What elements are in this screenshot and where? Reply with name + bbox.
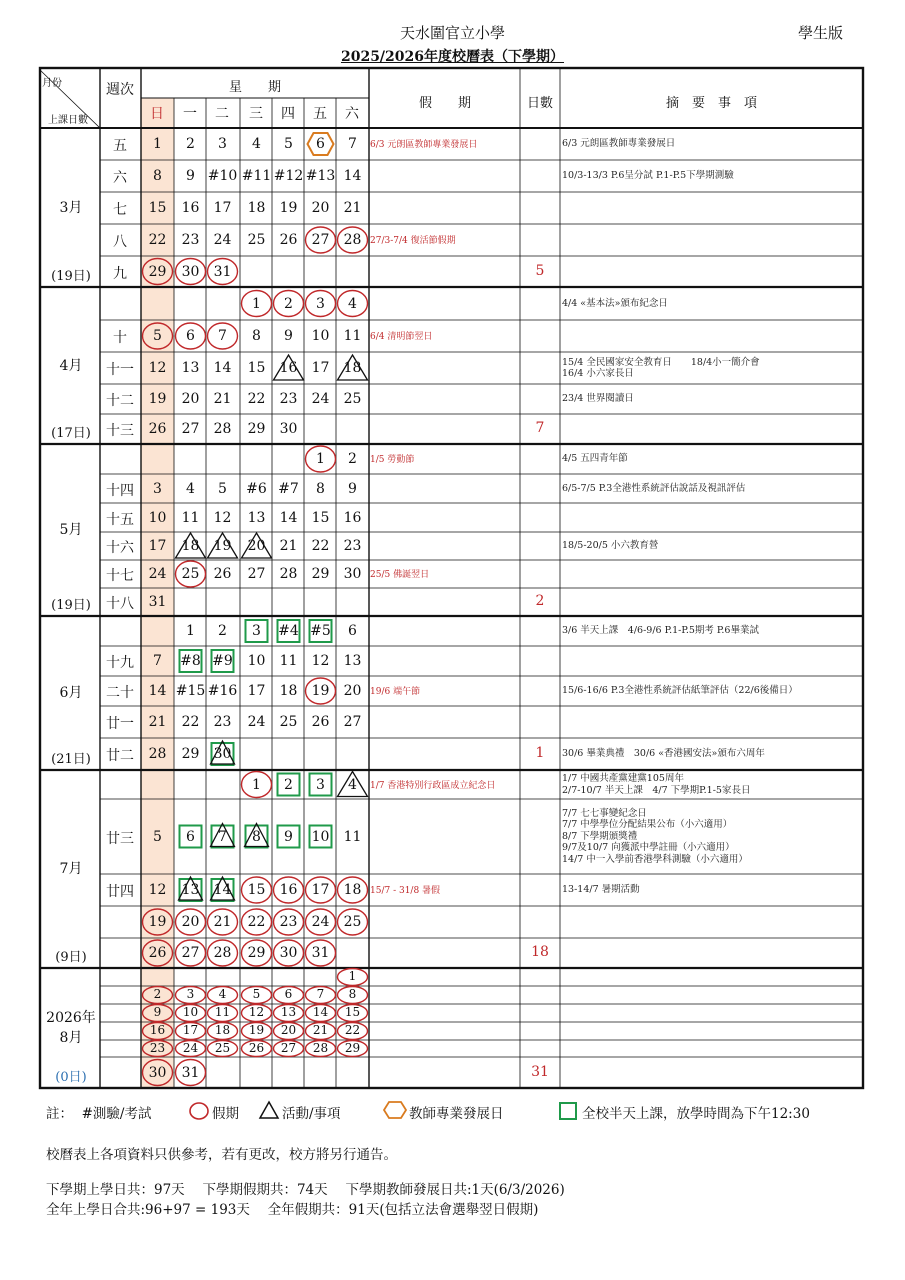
- calendar-day: 29: [247, 421, 266, 437]
- calendar-day: 26: [311, 714, 330, 730]
- calendar-day: 7: [316, 987, 325, 1001]
- week-number: 十八: [106, 596, 134, 612]
- calendar-day: 14: [312, 1005, 329, 1019]
- calendar-day: 5: [252, 987, 261, 1001]
- calendar-day: 21: [343, 200, 362, 216]
- calendar-day: 18: [214, 1023, 231, 1037]
- calendar-day: 12: [148, 360, 167, 376]
- calendar-day: 10: [311, 828, 330, 845]
- month-label: 7月: [59, 861, 83, 877]
- calendar-day: 22: [247, 391, 266, 407]
- calendar-day: 18: [343, 360, 362, 376]
- holiday-note: 15/7 - 31/8 暑假: [370, 886, 441, 896]
- calendar-day: 28: [279, 566, 298, 582]
- calendar-day: 3: [186, 987, 195, 1001]
- event-item: 23/4 世界閱讀日: [562, 393, 634, 405]
- calendar-day: 22: [148, 232, 167, 248]
- month-school-days: (19日): [51, 269, 91, 284]
- calendar-day: 19: [279, 200, 298, 216]
- calendar-day: #4: [278, 623, 299, 639]
- calendar-day: 15: [311, 509, 330, 526]
- legend-activity: 活動/事項: [282, 1106, 341, 1122]
- event-item: 4/4 «基本法»頒布紀念日: [562, 297, 668, 309]
- calendar-day: 13: [280, 1005, 297, 1019]
- calendar-day: 2: [186, 136, 195, 152]
- event-item: 3/6 半天上課 4/6-9/6 P.1-P.5期考 P.6畢業試: [562, 625, 759, 637]
- event-item: 2/7-10/7 半天上課 4/7 下學期P.1-5家長日: [562, 784, 751, 796]
- event-item: 9/7及10/7 向獲派中學註冊（小六適用）: [562, 842, 735, 854]
- legend-circle-icon: [188, 1101, 210, 1121]
- calendar-day: 6: [316, 136, 325, 152]
- calendar-day: 29: [181, 746, 200, 762]
- week-number: 八: [113, 234, 127, 250]
- calendar-day: 18: [181, 538, 200, 554]
- event-item: 15/6-16/6 P.3全港性系統評估紙筆評估（22/6後備日）: [562, 685, 798, 697]
- event-item: 6/3 元朗區教師專業發展日: [562, 138, 676, 150]
- calendar-day: 27: [181, 945, 200, 961]
- calendar-day: 6: [186, 828, 195, 845]
- calendar-day: 21: [279, 538, 298, 554]
- calendar-day: 15: [247, 360, 266, 376]
- calendar-day: 24: [182, 1040, 199, 1055]
- week-number: 十六: [106, 540, 134, 556]
- week-number: 十三: [106, 423, 134, 439]
- calendar-day: 14: [279, 509, 298, 526]
- school-name: 天水圍官立小學: [399, 24, 505, 42]
- calendar-day: 17: [247, 683, 266, 699]
- calendar-day: 4: [218, 987, 227, 1001]
- calendar-day: 12: [311, 653, 330, 669]
- term-summary: 下學期上學日共：97天 下學期假期共：74天 下學期教師發展日共:1天(6/3/2026): [46, 1182, 565, 1198]
- weekday-header: 二: [215, 106, 229, 122]
- event-item: 16/4 小六家長日: [562, 368, 634, 379]
- holiday-note: 25/5 佛誕翌日: [370, 570, 430, 580]
- calendar-day: 21: [312, 1023, 329, 1037]
- calendar-day: 25: [343, 391, 362, 407]
- week-number: 十一: [106, 362, 134, 378]
- calendar-day: #10: [207, 168, 238, 184]
- calendar-day: 24: [247, 714, 266, 730]
- legend-staff-day: 教師專業發展日: [409, 1106, 504, 1122]
- week-number: 十二: [106, 393, 134, 409]
- event-item: 1/7 中國共產黨建黨105周年: [562, 773, 684, 784]
- event-item: 30/6 畢業典禮 30/6 «香港國安法»頒布六周年: [562, 748, 765, 760]
- calendar-day: 1: [316, 451, 325, 467]
- calendar-day: 18: [343, 882, 362, 898]
- calendar-day: 28: [343, 232, 362, 248]
- calendar-day: 31: [213, 263, 232, 280]
- calendar-day: 21: [213, 391, 232, 407]
- calendar-day: 2: [218, 623, 227, 639]
- calendar-day: 10: [247, 653, 266, 669]
- calendar-day: 16: [181, 200, 200, 216]
- calendar-day: 11: [279, 653, 298, 669]
- event-item: 13-14/7 暑期活動: [562, 884, 640, 896]
- calendar-day: 27: [181, 421, 200, 437]
- calendar-day: 31: [181, 1064, 200, 1081]
- holiday-note: 6/3 元朗區教師專業發展日: [370, 140, 478, 150]
- calendar-day: 2: [153, 987, 162, 1001]
- calendar-day: 16: [279, 882, 298, 898]
- calendar-day: 23: [213, 714, 232, 730]
- calendar-day: 24: [311, 914, 330, 930]
- week-number: 廿二: [106, 748, 134, 764]
- calendar-day: 20: [311, 200, 330, 216]
- calendar-day: 17: [213, 200, 232, 216]
- week-number: 六: [113, 170, 127, 186]
- calendar-day: 28: [213, 945, 232, 961]
- calendar-day: #8: [180, 653, 201, 669]
- event-item: 4/5 五四青年節: [562, 453, 628, 465]
- event-item: 7/7 中學學位分配結果公布（小六適用）: [562, 819, 733, 831]
- calendar-day: 20: [181, 391, 200, 407]
- calendar-day: 7: [153, 653, 162, 669]
- holiday-note: 6/4 清明節翌日: [370, 332, 433, 342]
- calendar-day: 20: [280, 1023, 297, 1037]
- calendar-day: 10: [148, 509, 167, 526]
- weekday-header: 一: [183, 106, 197, 122]
- calendar-day: 9: [284, 828, 293, 845]
- calendar-day: 11: [343, 828, 362, 845]
- calendar-day: 3: [252, 623, 261, 639]
- calendar-day: 16: [149, 1023, 166, 1037]
- calendar-day: 14: [213, 882, 232, 898]
- calendar-day: 26: [248, 1040, 265, 1055]
- month-school-days: (0日): [55, 1070, 87, 1085]
- event-item: 7/7 七七事變紀念日: [562, 807, 647, 819]
- calendar-day: 6: [186, 328, 195, 344]
- calendar-day: 11: [181, 509, 200, 526]
- calendar-day: 1: [348, 969, 357, 983]
- week-number: 九: [113, 265, 127, 282]
- year-summary: 全年上學日合共:96+97 = 193天 全年假期共：91天(包括立法會選舉翌日假期): [46, 1202, 539, 1218]
- calendar-day: 2: [348, 451, 357, 467]
- calendar-day: 23: [181, 232, 200, 248]
- calendar-day: 19: [148, 391, 167, 407]
- event-item: 6/5-7/5 P.3全港性系統評估說話及視訊評估: [562, 482, 746, 494]
- event-item: 8/7 下學期頒獎禮: [562, 830, 638, 842]
- holiday-note: 19/6 端午節: [370, 687, 421, 697]
- calendar-day: 25: [279, 714, 298, 730]
- calendar-day: 26: [279, 232, 298, 248]
- calendar-day: 9: [186, 168, 195, 184]
- calendar-day: 11: [214, 1005, 231, 1019]
- calendar-day: 28: [312, 1040, 329, 1055]
- calendar-day: 19: [311, 683, 330, 699]
- holiday-note: 1/5 勞動節: [370, 455, 415, 465]
- calendar-day: 22: [311, 538, 330, 554]
- calendar-day: 9: [348, 480, 357, 497]
- calendar-day: 9: [284, 328, 293, 344]
- calendar-day: 7: [218, 828, 227, 845]
- calendar-day: 17: [311, 882, 330, 898]
- calendar-day: #9: [212, 653, 233, 669]
- calendar-day: 25: [214, 1040, 231, 1055]
- calendar-day: 31: [311, 945, 330, 961]
- calendar-day: 30: [148, 1064, 167, 1081]
- calendar-day: 6: [284, 987, 293, 1001]
- calendar-day: 5: [218, 480, 227, 497]
- event-item: 10/3-13/3 P.6呈分試 P.1-P.5下學期測驗: [562, 170, 734, 182]
- calendar-day: 14: [213, 360, 232, 376]
- calendar-day: 13: [343, 653, 362, 669]
- calendar-day: 23: [343, 538, 362, 554]
- calendar-day: 24: [148, 566, 167, 582]
- calendar-day: 27: [311, 232, 330, 248]
- calendar-day: 3: [316, 776, 325, 793]
- holiday-col-label: 假 期: [418, 96, 471, 111]
- calendar-day: 30: [213, 746, 232, 762]
- calendar-day: #12: [273, 168, 304, 184]
- events-col-label: 摘 要 事 項: [665, 96, 757, 111]
- calendar-day: 22: [181, 714, 200, 730]
- calendar-day: 25: [181, 566, 200, 582]
- weekday-header: 六: [345, 106, 359, 122]
- calendar-day: 15: [344, 1005, 361, 1019]
- calendar-day: 8: [348, 987, 357, 1001]
- count-col-label: 日數: [526, 96, 553, 111]
- week-number: 二十: [106, 685, 134, 701]
- calendar-day: 5: [153, 828, 162, 845]
- week-number: 廿四: [106, 884, 134, 900]
- week-number: 十九: [106, 655, 134, 671]
- calendar-day: #16: [207, 683, 238, 699]
- calendar-day: 14: [148, 683, 167, 699]
- week-number: 七: [113, 202, 127, 218]
- version-label: 學生版: [798, 24, 844, 42]
- calendar-day: #5: [310, 623, 331, 639]
- weekday-header: 四: [281, 106, 295, 122]
- calendar-day: 31: [148, 594, 167, 610]
- week-number: 十五: [106, 511, 134, 528]
- calendar-day: 17: [148, 538, 167, 554]
- calendar-day: #15: [175, 683, 206, 699]
- calendar-day: 17: [311, 360, 330, 376]
- legend-hexagon-icon: [383, 1100, 407, 1120]
- month-school-days: (17日): [51, 426, 91, 441]
- days-col-label: 上課日數: [48, 115, 88, 126]
- calendar-day: 20: [181, 914, 200, 930]
- calendar-day: 1: [252, 295, 261, 312]
- calendar-day: 12: [248, 1005, 265, 1019]
- month-school-days: (9日): [55, 950, 87, 965]
- calendar-day: 23: [279, 391, 298, 407]
- calendar-day: 3: [218, 136, 227, 152]
- calendar-day: 13: [181, 360, 200, 376]
- calendar-day: 26: [148, 421, 167, 437]
- calendar-day: 23: [279, 914, 298, 930]
- calendar-day: 10: [182, 1005, 199, 1019]
- calendar-day: 24: [311, 391, 330, 407]
- week-number: 十: [113, 330, 127, 346]
- calendar-day: 28: [148, 746, 167, 762]
- calendar-day: 28: [213, 421, 232, 437]
- event-item: 18/5-20/5 小六教育營: [562, 540, 659, 552]
- calendar-day: 2: [284, 776, 293, 793]
- calendar-day: 1: [153, 136, 162, 152]
- calendar-day: 1: [252, 776, 261, 793]
- calendar-day: 8: [252, 328, 261, 344]
- calendar-day: 12: [213, 509, 232, 526]
- legend-triangle-icon: [258, 1100, 280, 1120]
- holiday-note: 1/7 香港特別行政區成立紀念日: [370, 780, 496, 791]
- calendar-day: 13: [247, 509, 266, 526]
- calendar-day: 21: [148, 714, 167, 730]
- calendar-day: 10: [311, 328, 330, 344]
- calendar-day: 7: [348, 136, 357, 152]
- calendar-day: 8: [316, 480, 325, 497]
- calendar-day: 30: [181, 263, 200, 280]
- month-label: 6月: [59, 685, 83, 701]
- calendar-day: 29: [148, 263, 167, 280]
- weekday-header: 三: [249, 106, 263, 122]
- calendar-day: 20: [343, 683, 362, 699]
- calendar-day: 19: [213, 538, 232, 554]
- calendar-day: 16: [343, 509, 362, 526]
- calendar-day: 23: [149, 1040, 166, 1055]
- calendar-day: 29: [344, 1040, 361, 1055]
- week-col-label: 週次: [106, 82, 134, 98]
- calendar-day: 17: [182, 1023, 199, 1037]
- calendar-day: 26: [148, 945, 167, 961]
- calendar-day: 19: [248, 1023, 265, 1037]
- calendar-day: 8: [153, 168, 162, 184]
- calendar-day: 29: [311, 566, 330, 582]
- month-label: 3月: [59, 199, 83, 216]
- calendar-day: 8: [252, 828, 261, 845]
- week-number: 廿一: [106, 716, 134, 732]
- month-school-days: (21日): [51, 752, 91, 767]
- calendar-day: 26: [213, 566, 232, 582]
- week-number: 廿三: [106, 830, 134, 847]
- calendar-title: 2025/2026年度校曆表（下學期）: [340, 49, 565, 65]
- month-label: 2026年 8月: [46, 1010, 96, 1046]
- week-number: 五: [113, 138, 127, 154]
- holiday-day-count: 7: [535, 420, 545, 436]
- calendar-day: 16: [279, 360, 298, 376]
- calendar-day: 3: [316, 295, 325, 312]
- calendar-day: 24: [213, 232, 232, 248]
- calendar-day: 4: [252, 136, 261, 152]
- calendar-day: 19: [148, 914, 167, 930]
- calendar-day: 7: [218, 328, 227, 344]
- month-col-label: 月份: [42, 78, 62, 89]
- week-number: 十四: [106, 482, 134, 499]
- calendar-day: 27: [343, 714, 362, 730]
- legend-half-day: 全校半天上課，放學時間為下午12:30: [582, 1106, 810, 1122]
- calendar-day: 4: [186, 480, 195, 497]
- calendar-day: 30: [279, 945, 298, 961]
- calendar-day: 18: [279, 683, 298, 699]
- holiday-day-count: 2: [535, 593, 545, 609]
- calendar-day: 13: [181, 882, 200, 898]
- calendar-day: 15: [247, 882, 266, 898]
- month-label: 5月: [59, 522, 83, 538]
- holiday-day-count: 18: [531, 944, 549, 960]
- calendar-day: 30: [279, 421, 298, 437]
- weekday-title: 星 期: [228, 80, 281, 95]
- calendar-day: 9: [153, 1005, 162, 1019]
- legend-holiday: 假期: [212, 1106, 239, 1122]
- week-number: 十七: [106, 568, 134, 584]
- holiday-day-count: 31: [531, 1063, 549, 1080]
- calendar-day: 2: [284, 295, 293, 312]
- legend-square-icon: [558, 1101, 578, 1121]
- calendar-day: 25: [247, 232, 266, 248]
- holiday-day-count: 5: [535, 262, 545, 279]
- month-school-days: (19日): [51, 598, 91, 613]
- calendar-day: 11: [343, 328, 362, 344]
- month-label: 4月: [59, 357, 83, 374]
- calendar-day: 21: [213, 914, 232, 930]
- calendar-day: 6: [348, 623, 357, 639]
- calendar-day: 4: [348, 295, 357, 312]
- calendar-day: 14: [343, 168, 362, 184]
- calendar-day: 20: [247, 538, 266, 554]
- holiday-note: 27/3-7/4 復活節假期: [370, 236, 456, 246]
- calendar-day: #7: [278, 480, 299, 497]
- calendar-day: 12: [148, 882, 167, 898]
- holiday-day-count: 1: [535, 745, 545, 761]
- calendar-day: 30: [343, 566, 362, 582]
- calendar-day: 27: [280, 1040, 297, 1055]
- calendar-day: 4: [348, 776, 357, 793]
- calendar-day: #11: [241, 168, 272, 184]
- calendar-day: 29: [247, 945, 266, 961]
- calendar-day: 18: [247, 200, 266, 216]
- legend-note: 註： #測驗/考試: [46, 1106, 152, 1122]
- calendar-day: 1: [186, 623, 195, 639]
- calendar-day: 5: [153, 328, 162, 344]
- calendar-day: 22: [247, 914, 266, 930]
- calendar-day: 27: [247, 566, 266, 582]
- calendar-day: 22: [344, 1023, 361, 1037]
- calendar-day: #13: [305, 168, 336, 184]
- weekday-header: 日: [150, 106, 164, 122]
- event-item: 14/7 中一入學前香港學科測驗（小六適用）: [562, 853, 748, 865]
- calendar-day: 5: [284, 136, 293, 152]
- calendar-day: 15: [148, 200, 167, 216]
- weekday-header: 五: [313, 106, 327, 122]
- calendar-day: 3: [153, 480, 162, 497]
- calendar-day: 25: [343, 914, 362, 930]
- disclaimer-note: 校曆表上各項資料只供參考，若有更改，校方將另行通告。: [46, 1147, 397, 1163]
- calendar-day: #6: [246, 480, 267, 497]
- event-item: 15/4 全民國家安全教育日 18/4小一簡介會: [562, 356, 760, 368]
